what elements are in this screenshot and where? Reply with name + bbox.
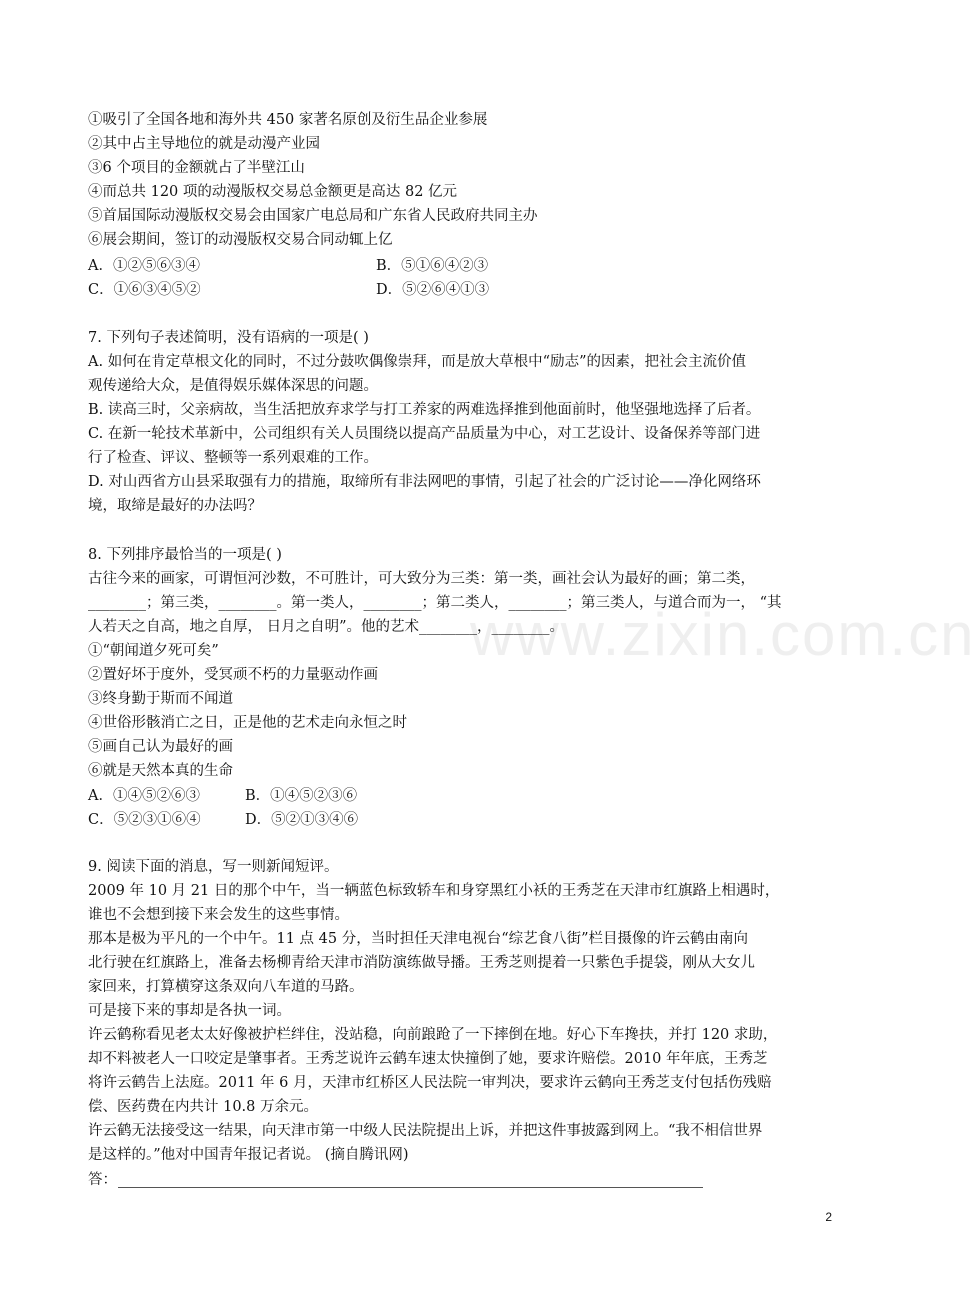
q9-line: 谁也不会想到接下来会发生的这些事情。 xyxy=(88,907,349,923)
q6-item-5: ⑤首届国际动漫版权交易会由国家广电总局和广东省人民政府共同主办 xyxy=(88,208,538,224)
q9-line: 许云鹤称看见老太太好像被护栏绊住，没站稳，向前踉跄了一下摔倒在地。好心下车搀扶，并打 120 求助， xyxy=(88,1027,778,1043)
q6-option-c: C．①⑥③④⑤② xyxy=(88,282,201,298)
q7-line: 观传递给大众，是值得娱乐媒体深思的问题。 xyxy=(88,378,378,394)
q9-line: 偿、医药费在内共计 10.8 万余元。 xyxy=(88,1099,319,1115)
q9-line: 可是接下来的事却是各执一词。 xyxy=(88,1003,291,1019)
q9-line: 却不料被老人一口咬定是肇事者。王秀芝说许云鹤车速太快撞倒了她，要求许赔偿。2010 年年底，王秀芝 xyxy=(88,1051,768,1067)
q6-item-1: ①吸引了全国各地和海外共 450 家著名原创及衍生品企业参展 xyxy=(88,112,488,128)
q6-item-3: ③6 个项目的金额就占了半壁江山 xyxy=(88,160,305,176)
q8-item: ⑥就是天然本真的生命 xyxy=(88,763,233,779)
q9-stem: 9. 阅读下面的消息，写一则新闻短评。 xyxy=(88,859,339,875)
q7-stem: 7. 下列句子表述简明，没有语病的一项是( ) xyxy=(88,330,369,346)
answer-line[interactable] xyxy=(118,1187,703,1188)
q9-line: 许云鹤无法接受这一结果，向天津市第一中级人民法院提出上诉，并把这件事披露到网上。“我不相信世界 xyxy=(88,1123,763,1139)
q7-line: D. 对山西省方山县采取强有力的措施，取缔所有非法网吧的事情，引起了社会的广泛讨论——净化网络环 xyxy=(88,474,761,490)
q9-line: 家回来，打算横穿这条双向八车道的马路。 xyxy=(88,979,364,995)
q6-item-4: ④而总共 120 项的动漫版权交易总金额更是高达 82 亿元 xyxy=(88,184,458,200)
q8-line: 古往今来的画家，可谓恒河沙数，不可胜计，可大致分为三类：第一类，画社会认为最好的画；第二类， xyxy=(88,571,755,587)
q8-item: ⑤画自己认为最好的画 xyxy=(88,739,233,755)
q9-line: 北行驶在红旗路上，准备去杨柳青给天津市消防演练做导播。王秀芝则提着一只紫色手提袋，刚从大女儿 xyxy=(88,955,755,971)
q8-option-c: C．⑤②③①⑥④ xyxy=(88,812,201,828)
q8-option-d: D．⑤②①③④⑥ xyxy=(245,812,359,828)
q8-line: 人若天之自高，地之自厚， 日月之自明”。他的艺术________，________。 xyxy=(88,619,565,635)
q8-stem: 8. 下列排序最恰当的一项是( ) xyxy=(88,547,282,563)
q8-item: ③终身勤于斯而不闻道 xyxy=(88,691,233,707)
answer-label: 答： xyxy=(88,1172,117,1188)
q6-item-6: ⑥展会期间，签订的动漫版权交易合同动辄上亿 xyxy=(88,232,393,248)
q7-line: A. 如何在肯定草根文化的同时，不过分鼓吹偶像崇拜，而是放大草根中“励志”的因素，把社会主流价值 xyxy=(88,354,747,370)
q6-option-a: A．①②⑤⑥③④ xyxy=(88,258,200,274)
page-number: 2 xyxy=(825,1210,832,1224)
q8-item: ①“朝闻道夕死可矣” xyxy=(88,643,219,659)
q9-line: 那本是极为平凡的一个中午。11 点 45 分，当时担任天津电视台“综艺食八街”栏目摄像的许云鹤由南向 xyxy=(88,931,749,947)
q7-line: 行了检查、评议、整顿等一系列艰难的工作。 xyxy=(88,450,378,466)
q6-item-2: ②其中占主导地位的就是动漫产业园 xyxy=(88,136,320,152)
q7-line: 境，取缔是最好的办法吗？ xyxy=(88,498,262,514)
q8-option-b: B．①④⑤②③⑥ xyxy=(245,788,358,804)
q9-line: 将许云鹤告上法庭。2011 年 6 月，天津市红桥区人民法院一审判决，要求许云鹤向王秀芝支付包括伤残赔 xyxy=(88,1075,772,1091)
q8-line: ________；第三类，________。第一类人，________；第二类人，________；第三类人，与道合而为一， “其 xyxy=(88,595,782,611)
watermark: www.zixin.com.cn xyxy=(470,601,975,668)
q9-line: 是这样的。”他对中国青年报记者说。 (摘自腾讯网) xyxy=(88,1147,409,1163)
q9-line: 2009 年 10 月 21 日的那个中午，当一辆蓝色标致轿车和身穿黑红小袄的王秀芝在天津市红旗路上相遇时， xyxy=(88,883,780,899)
q6-option-d: D．⑤②⑥④①③ xyxy=(376,282,490,298)
q6-option-b: B．⑤①⑥④②③ xyxy=(376,258,489,274)
q7-line: C. 在新一轮技术革新中，公司组织有关人员围绕以提高产品质量为中心，对工艺设计、设备保养等部门进 xyxy=(88,426,761,442)
q8-item: ②置好坏于度外，受冥顽不朽的力量驱动作画 xyxy=(88,667,378,683)
q7-line: B. 读高三时，父亲病故，当生活把放弃求学与打工养家的两难选择推到他面前时，他坚强地选择了后者。 xyxy=(88,402,761,418)
q8-option-a: A．①④⑤②⑥③ xyxy=(88,788,200,804)
q8-item: ④世俗形骸消亡之日，正是他的艺术走向永恒之时 xyxy=(88,715,407,731)
